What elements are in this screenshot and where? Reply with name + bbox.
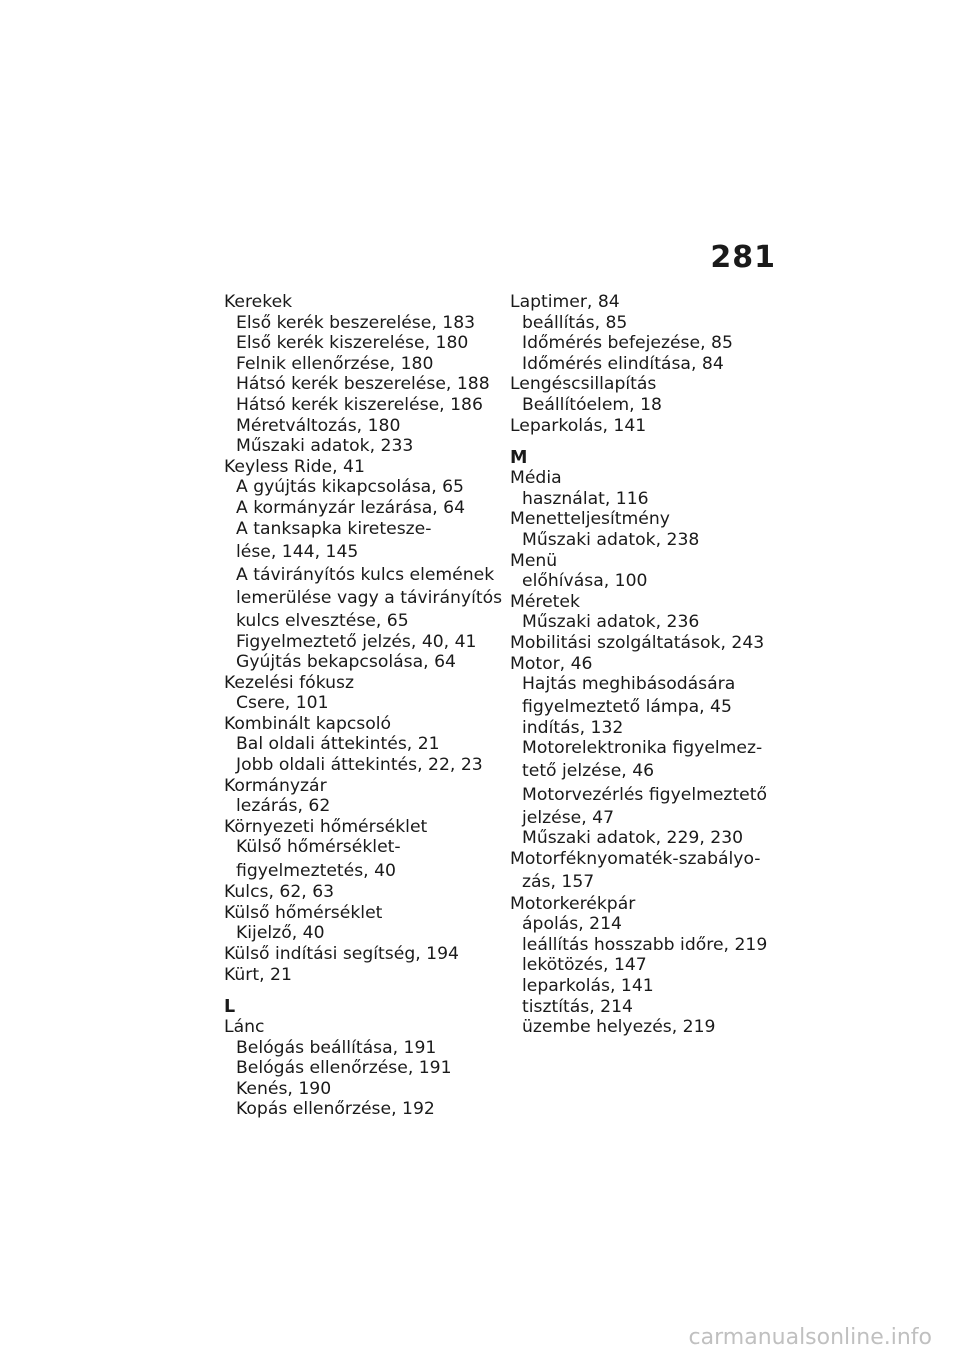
index-entry: Kombinált kapcsoló [224,713,392,734]
index-letter-heading: M [510,448,528,469]
index-entry: Méretek [510,591,580,612]
index-column-right [510,292,800,1038]
index-entry: Menü [510,550,558,571]
index-entry: Laptimer, 84 [510,292,620,312]
index-subentry: Műszaki adatok, 238 [522,529,700,550]
index-entry: Motorféknyomaték-szabályo- [510,848,761,869]
index-subentry: A kormányzár lezárása, 64 [236,497,466,518]
index-subentry: leparkolás, 141 [522,975,654,996]
index-subentry-cont: jelzése, 47 [522,807,615,828]
index-subentry: Műszaki adatok, 233 [236,436,414,457]
index-subentry: Időmérés befejezése, 85 [522,333,733,354]
index-subentry-cont: lése, 144, 145 [236,541,359,562]
index-entry: Menetteljesítmény [510,509,670,530]
index-subentry: lekötözés, 147 [522,955,647,976]
watermark: carmanualsonline.info [688,1325,932,1350]
index-subentry: leállítás hosszabb időre, 219 [522,934,768,955]
index-subentry: Felnik ellenőrzése, 180 [236,353,434,374]
index-subentry: Figyelmeztető jelzés, 40, 41 [236,631,477,652]
index-subentry: Hátsó kerék kiszerelése, 186 [236,394,483,415]
index-subentry: előhívása, 100 [522,571,648,592]
index-entry-cont: zás, 157 [522,871,595,892]
index-entry: Kürt, 21 [224,964,292,985]
index-column-left [224,292,514,1120]
index-subentry: Első kerék beszerelése, 183 [236,312,476,333]
index-subentry-cont: figyelmeztetés, 40 [236,860,396,881]
page-number: 281 [710,240,776,275]
index-subentry-cont: figyelmeztető lámpa, 45 [522,697,732,718]
index-subentry-cont: tető jelzése, 46 [522,761,655,782]
index-subentry: tisztítás, 214 [522,996,633,1017]
index-entry: Külső hőmérséklet [224,902,383,923]
index-entry: Keyless Ride, 41 [224,456,365,477]
index-subentry: A távirányítós kulcs elemének [236,564,495,585]
index-letter-heading: L [224,997,236,1018]
index-subentry: Csere, 101 [236,693,329,714]
index-subentry: indítás, 132 [522,717,624,738]
index-entry: Lánc [224,1017,265,1038]
index-entry: Kulcs, 62, 63 [224,882,335,903]
index-entry: Környezeti hőmérséklet [224,816,428,837]
index-subentry: Külső hőmérséklet- [236,837,401,858]
index-subentry: lezárás, 62 [236,796,331,817]
index-subentry: Műszaki adatok, 229, 230 [522,828,744,849]
index-subentry: ápolás, 214 [522,914,622,935]
index-entry: Lengéscsillapítás [510,374,657,395]
index-subentry: Belógás beállítása, 191 [236,1037,437,1058]
index-subentry: Belógás ellenőrzése, 191 [236,1058,452,1079]
index-subentry: Kenés, 190 [236,1078,332,1099]
index-entry: Kormányzár [224,775,327,796]
index-entry: Motor, 46 [510,653,593,674]
index-subentry: Időmérés elindítása, 84 [522,353,724,374]
index-subentry: Hátsó kerék beszerelése, 188 [236,374,490,395]
index-subentry: Jobb oldali áttekintés, 22, 23 [236,755,483,776]
index-entry: Leparkolás, 141 [510,415,647,436]
index-subentry: Méretváltozás, 180 [236,415,401,436]
index-entry: Kerekek [224,292,293,312]
index-subentry: A gyújtás kikapcsolása, 65 [236,477,464,498]
index-subentry: Hajtás meghibásodására [522,674,736,695]
index-subentry: Motorelektronika figyelmez- [522,738,763,759]
index-subentry: A tanksapka kiretesze- [236,518,432,539]
index-entry: Külső indítási segítség, 194 [224,943,459,964]
index-subentry: Kopás ellenőrzése, 192 [236,1099,435,1120]
index-entry: Kezelési fókusz [224,672,354,693]
index-entry: Mobilitási szolgáltatások, 243 [510,632,765,653]
index-subentry: Első kerék kiszerelése, 180 [236,333,469,354]
index-subentry: beállítás, 85 [522,312,628,333]
index-entry: Motorkerékpár [510,893,636,914]
index-subentry: Gyújtás bekapcsolása, 64 [236,652,456,673]
index-subentry: Kijelző, 40 [236,923,325,944]
index-entry: Média [510,468,562,489]
index-subentry: használat, 116 [522,488,649,509]
index-subentry: Bal oldali áttekintés, 21 [236,734,440,755]
index-subentry: Műszaki adatok, 236 [522,612,700,633]
index-subentry-cont: lemerülése vagy a távirányítós [236,587,503,608]
index-subentry: Motorvezérlés figyelmeztető [522,784,768,805]
index-subentry: üzembe helyezés, 219 [522,1017,716,1038]
index-subentry: Beállítóelem, 18 [522,394,662,415]
index-subentry-cont: kulcs elvesztése, 65 [236,610,409,631]
